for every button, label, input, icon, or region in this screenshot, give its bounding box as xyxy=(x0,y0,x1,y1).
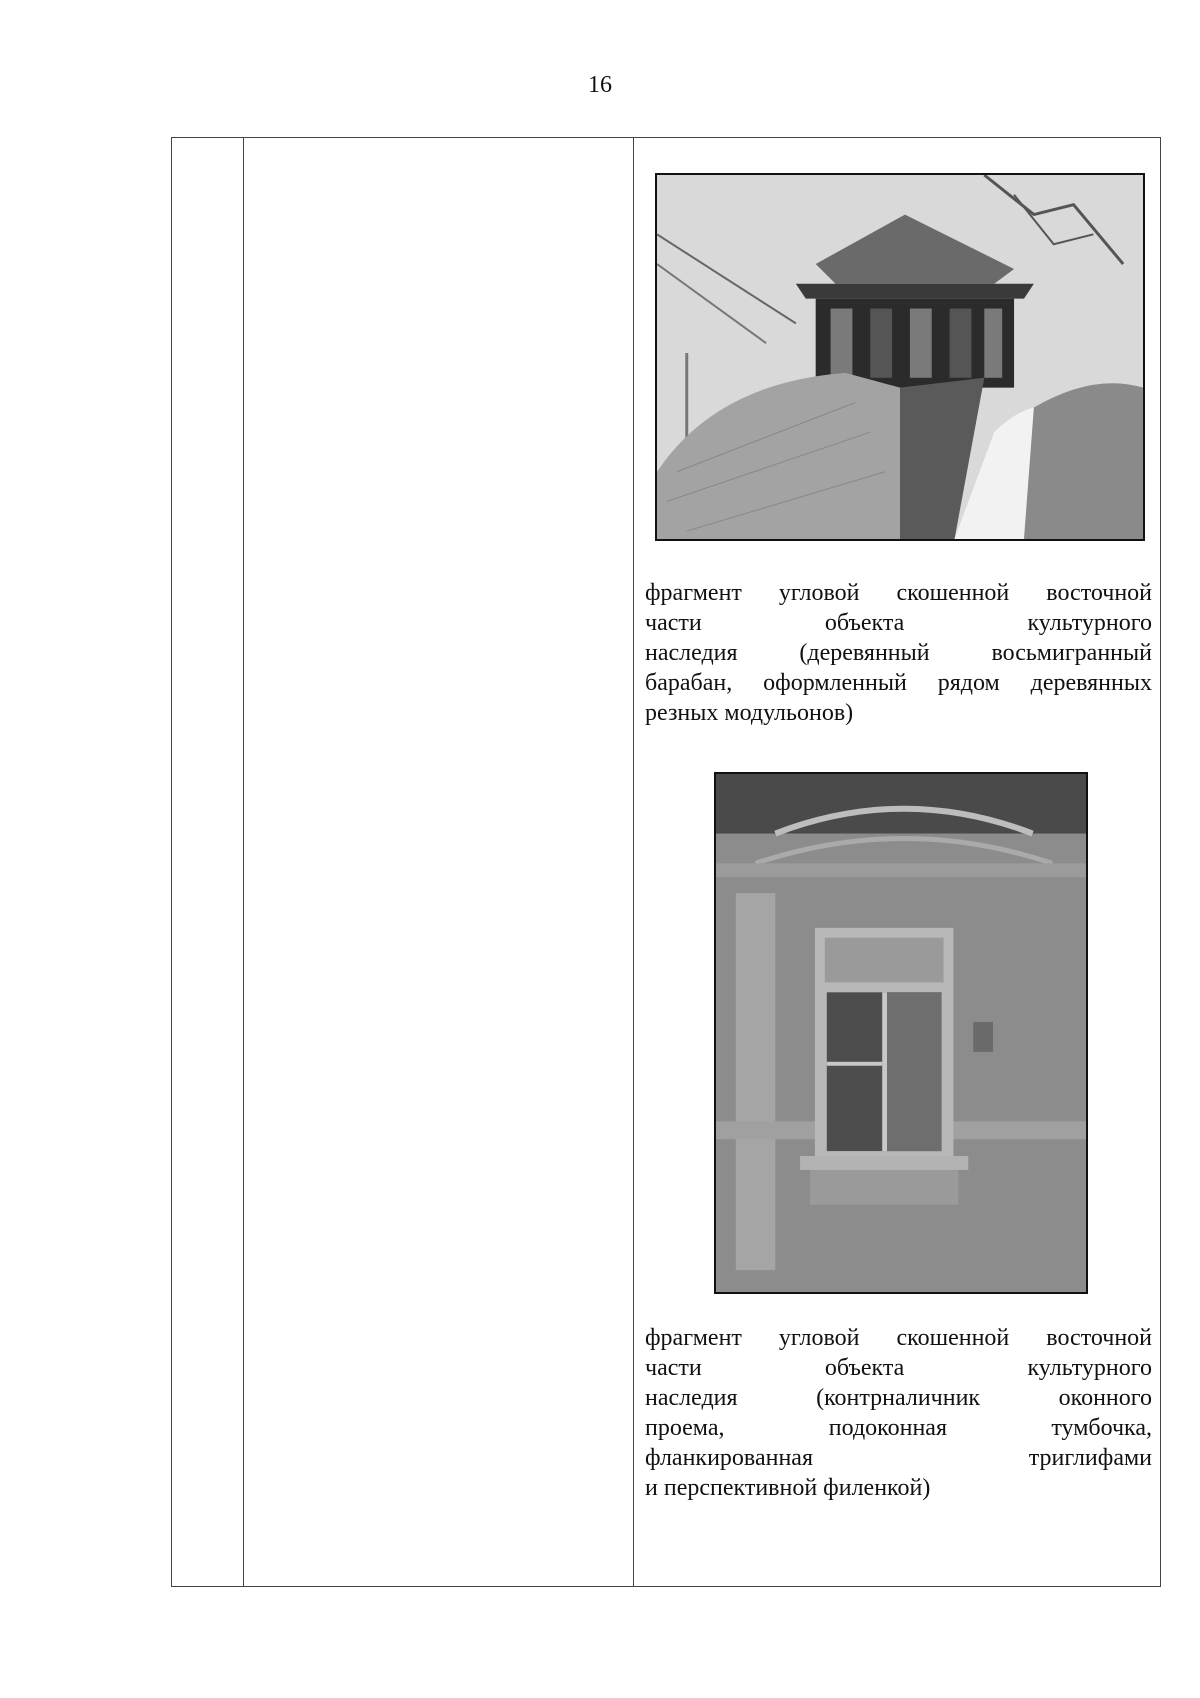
caption-line: резных модульонов) xyxy=(645,700,854,726)
caption-line: наследия (контрналичник оконного xyxy=(645,1385,1152,1411)
window-photo xyxy=(714,772,1088,1294)
caption-line: части объекта культурного xyxy=(645,1355,1152,1381)
page-number: 16 xyxy=(588,72,612,98)
document-table xyxy=(171,137,1161,1587)
caption-line: наследия (деревянный восьмигранный xyxy=(645,640,1152,666)
caption-line: фланкированная триглифами xyxy=(645,1445,1152,1471)
cupola-caption xyxy=(645,578,1152,728)
table-column-divider xyxy=(243,138,244,1586)
caption-line: фрагмент угловой скошенной восточной xyxy=(645,1325,1152,1351)
caption-line: барабан, оформленный рядом деревянных xyxy=(645,670,1152,696)
cupola-photo xyxy=(655,173,1145,541)
caption-line: части объекта культурного xyxy=(645,610,1152,636)
table-column-divider xyxy=(633,138,634,1586)
caption-line: проема, подоконная тумбочка, xyxy=(645,1415,1152,1441)
caption-line: фрагмент угловой скошенной восточной xyxy=(645,580,1152,606)
caption-line: и перспективной филенкой) xyxy=(645,1475,931,1501)
window-caption xyxy=(645,1323,1152,1503)
